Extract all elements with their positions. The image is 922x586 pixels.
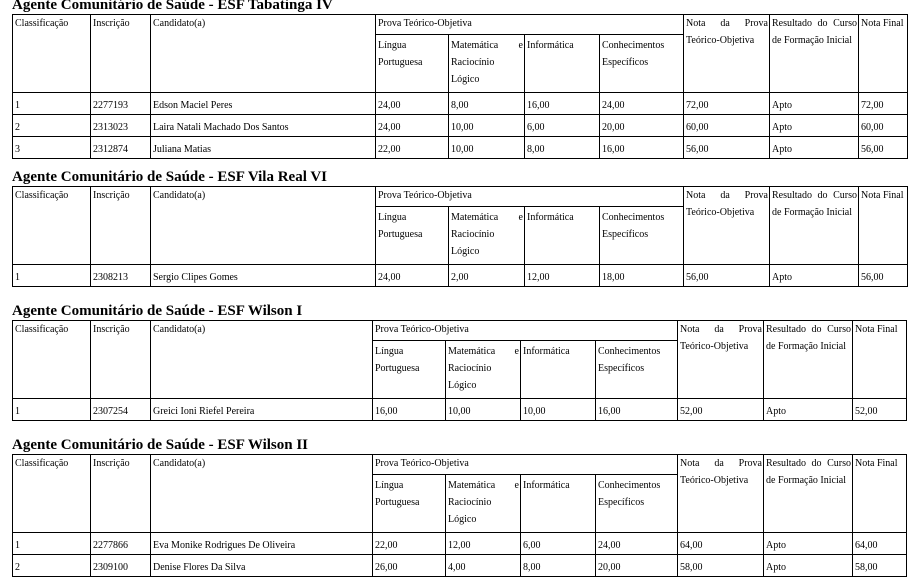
cell-nota-final: 52,00 xyxy=(853,399,907,421)
cell-lingua: 22,00 xyxy=(376,137,449,159)
cell-nota-final: 56,00 xyxy=(859,137,908,159)
header-conhecimentos: Conhecimentos Específicos xyxy=(600,35,684,93)
header-nota-final: Nota Final xyxy=(859,15,908,93)
cell-candidato: Denise Flores Da Silva xyxy=(151,555,373,577)
cell-lingua: 16,00 xyxy=(373,399,446,421)
cell-inscricao: 2312874 xyxy=(91,137,151,159)
cell-informatica: 6,00 xyxy=(525,115,600,137)
cell-matematica: 12,00 xyxy=(446,533,521,555)
results-table xyxy=(12,186,908,287)
result-section-4 xyxy=(12,437,907,577)
cell-resultado: Apto xyxy=(764,399,853,421)
cell-candidato: Greici Ioni Riefel Pereira xyxy=(151,399,373,421)
table-header-row xyxy=(13,321,907,341)
cell-inscricao: 2277866 xyxy=(91,533,151,555)
header-informatica: Informática xyxy=(525,207,600,265)
cell-informatica: 12,00 xyxy=(525,265,600,287)
cell-resultado: Apto xyxy=(770,265,859,287)
cell-classificacao: 2 xyxy=(13,555,91,577)
table-header-row xyxy=(13,187,908,207)
cell-nota-final: 64,00 xyxy=(853,533,907,555)
table-row xyxy=(13,115,908,137)
cell-classificacao: 3 xyxy=(13,137,91,159)
header-classificacao: Classificação xyxy=(13,455,91,533)
results-table xyxy=(12,454,907,577)
cell-candidato: Eva Monike Rodrigues De Oliveira xyxy=(151,533,373,555)
header-prova: Prova Teórico-Objetiva xyxy=(373,321,678,341)
header-matematica: Matemática e Raciocínio Lógico xyxy=(449,35,525,93)
cell-matematica: 10,00 xyxy=(449,115,525,137)
header-inscricao: Inscrição xyxy=(91,321,151,399)
cell-candidato: Sergio Clipes Gomes xyxy=(151,265,376,287)
cell-nota-final: 60,00 xyxy=(859,115,908,137)
header-informatica: Informática xyxy=(521,475,596,533)
cell-classificacao: 1 xyxy=(13,265,91,287)
table-header-row xyxy=(13,455,907,475)
cell-nota-prova: 56,00 xyxy=(684,137,770,159)
cell-candidato: Edson Maciel Peres xyxy=(151,93,376,115)
table-row xyxy=(13,137,908,159)
cell-lingua: 24,00 xyxy=(376,115,449,137)
header-nota-final: Nota Final xyxy=(853,455,907,533)
cell-conhecimentos: 24,00 xyxy=(596,533,678,555)
table-row xyxy=(13,399,907,421)
header-candidato: Candidato(a) xyxy=(151,455,373,533)
result-section-2 xyxy=(12,169,908,287)
cell-resultado: Apto xyxy=(764,533,853,555)
cell-conhecimentos: 16,00 xyxy=(596,399,678,421)
cell-matematica: 8,00 xyxy=(449,93,525,115)
header-resultado: Resultado do Curso de Formação Inicial xyxy=(770,15,859,93)
section-title: Agente Comunitário de Saúde - ESF Vila Real VI xyxy=(12,169,328,185)
header-nota-prova: Nota da Prova Teórico-Objetiva xyxy=(678,455,764,533)
cell-nota-prova: 60,00 xyxy=(684,115,770,137)
cell-resultado: Apto xyxy=(770,115,859,137)
cell-informatica: 16,00 xyxy=(525,93,600,115)
cell-conhecimentos: 16,00 xyxy=(600,137,684,159)
cell-nota-prova: 64,00 xyxy=(678,533,764,555)
cell-resultado: Apto xyxy=(770,137,859,159)
results-table xyxy=(12,14,908,159)
cell-inscricao: 2307254 xyxy=(91,399,151,421)
table-row xyxy=(13,265,908,287)
header-conhecimentos: Conhecimentos Específicos xyxy=(600,207,684,265)
header-classificacao: Classificação xyxy=(13,321,91,399)
header-nota-prova: Nota da Prova Teórico-Objetiva xyxy=(684,15,770,93)
table-row xyxy=(13,533,907,555)
cell-lingua: 24,00 xyxy=(376,265,449,287)
cell-lingua: 26,00 xyxy=(373,555,446,577)
section-title: Agente Comunitário de Saúde - ESF Wilson II xyxy=(12,437,309,453)
header-lingua: Língua Portuguesa xyxy=(376,35,449,93)
cell-lingua: 22,00 xyxy=(373,533,446,555)
header-matematica: Matemática e Raciocínio Lógico xyxy=(446,341,521,399)
header-prova: Prova Teórico-Objetiva xyxy=(373,455,678,475)
cell-nota-final: 56,00 xyxy=(859,265,908,287)
section-title: Agente Comunitário de Saúde - ESF Wilson I xyxy=(12,303,303,319)
header-lingua: Língua Portuguesa xyxy=(373,341,446,399)
header-candidato: Candidato(a) xyxy=(151,321,373,399)
header-matematica: Matemática e Raciocínio Lógico xyxy=(449,207,525,265)
cell-inscricao: 2313023 xyxy=(91,115,151,137)
header-lingua: Língua Portuguesa xyxy=(373,475,446,533)
header-prova: Prova Teórico-Objetiva xyxy=(376,187,684,207)
header-classificacao: Classificação xyxy=(13,15,91,93)
header-classificacao: Classificação xyxy=(13,187,91,265)
cell-nota-final: 72,00 xyxy=(859,93,908,115)
cell-classificacao: 1 xyxy=(13,533,91,555)
cell-conhecimentos: 20,00 xyxy=(600,115,684,137)
cell-nota-prova: 52,00 xyxy=(678,399,764,421)
header-resultado: Resultado do Curso de Formação Inicial xyxy=(764,455,853,533)
section-title: Agente Comunitário de Saúde - ESF Tabatinga IV xyxy=(12,0,333,13)
cell-inscricao: 2309100 xyxy=(91,555,151,577)
cell-conhecimentos: 18,00 xyxy=(600,265,684,287)
header-conhecimentos: Conhecimentos Específicos xyxy=(596,341,678,399)
result-section-3 xyxy=(12,303,907,421)
cell-inscricao: 2308213 xyxy=(91,265,151,287)
cell-matematica: 10,00 xyxy=(449,137,525,159)
cell-matematica: 4,00 xyxy=(446,555,521,577)
cell-matematica: 10,00 xyxy=(446,399,521,421)
cell-candidato: Juliana Matias xyxy=(151,137,376,159)
header-lingua: Língua Portuguesa xyxy=(376,207,449,265)
header-candidato: Candidato(a) xyxy=(151,187,376,265)
header-prova: Prova Teórico-Objetiva xyxy=(376,15,684,35)
result-section-1 xyxy=(12,0,908,159)
header-inscricao: Inscrição xyxy=(91,15,151,93)
cell-informatica: 8,00 xyxy=(525,137,600,159)
header-resultado: Resultado do Curso de Formação Inicial xyxy=(770,187,859,265)
cell-nota-final: 58,00 xyxy=(853,555,907,577)
results-table xyxy=(12,320,907,421)
header-informatica: Informática xyxy=(525,35,600,93)
header-nota-prova: Nota da Prova Teórico-Objetiva xyxy=(684,187,770,265)
header-matematica: Matemática e Raciocínio Lógico xyxy=(446,475,521,533)
cell-conhecimentos: 20,00 xyxy=(596,555,678,577)
cell-classificacao: 1 xyxy=(13,93,91,115)
cell-matematica: 2,00 xyxy=(449,265,525,287)
cell-nota-prova: 56,00 xyxy=(684,265,770,287)
cell-candidato: Laira Natali Machado Dos Santos xyxy=(151,115,376,137)
table-row xyxy=(13,93,908,115)
header-resultado: Resultado do Curso de Formação Inicial xyxy=(764,321,853,399)
cell-resultado: Apto xyxy=(770,93,859,115)
cell-nota-prova: 58,00 xyxy=(678,555,764,577)
header-inscricao: Inscrição xyxy=(91,455,151,533)
header-nota-final: Nota Final xyxy=(859,187,908,265)
table-row xyxy=(13,555,907,577)
header-inscricao: Inscrição xyxy=(91,187,151,265)
header-nota-prova: Nota da Prova Teórico-Objetiva xyxy=(678,321,764,399)
cell-informatica: 8,00 xyxy=(521,555,596,577)
cell-conhecimentos: 24,00 xyxy=(600,93,684,115)
table-header-row xyxy=(13,15,908,35)
header-informatica: Informática xyxy=(521,341,596,399)
header-candidato: Candidato(a) xyxy=(151,15,376,93)
cell-classificacao: 1 xyxy=(13,399,91,421)
cell-informatica: 10,00 xyxy=(521,399,596,421)
cell-inscricao: 2277193 xyxy=(91,93,151,115)
header-conhecimentos: Conhecimentos Específicos xyxy=(596,475,678,533)
cell-lingua: 24,00 xyxy=(376,93,449,115)
cell-resultado: Apto xyxy=(764,555,853,577)
cell-nota-prova: 72,00 xyxy=(684,93,770,115)
cell-informatica: 6,00 xyxy=(521,533,596,555)
header-nota-final: Nota Final xyxy=(853,321,907,399)
cell-classificacao: 2 xyxy=(13,115,91,137)
